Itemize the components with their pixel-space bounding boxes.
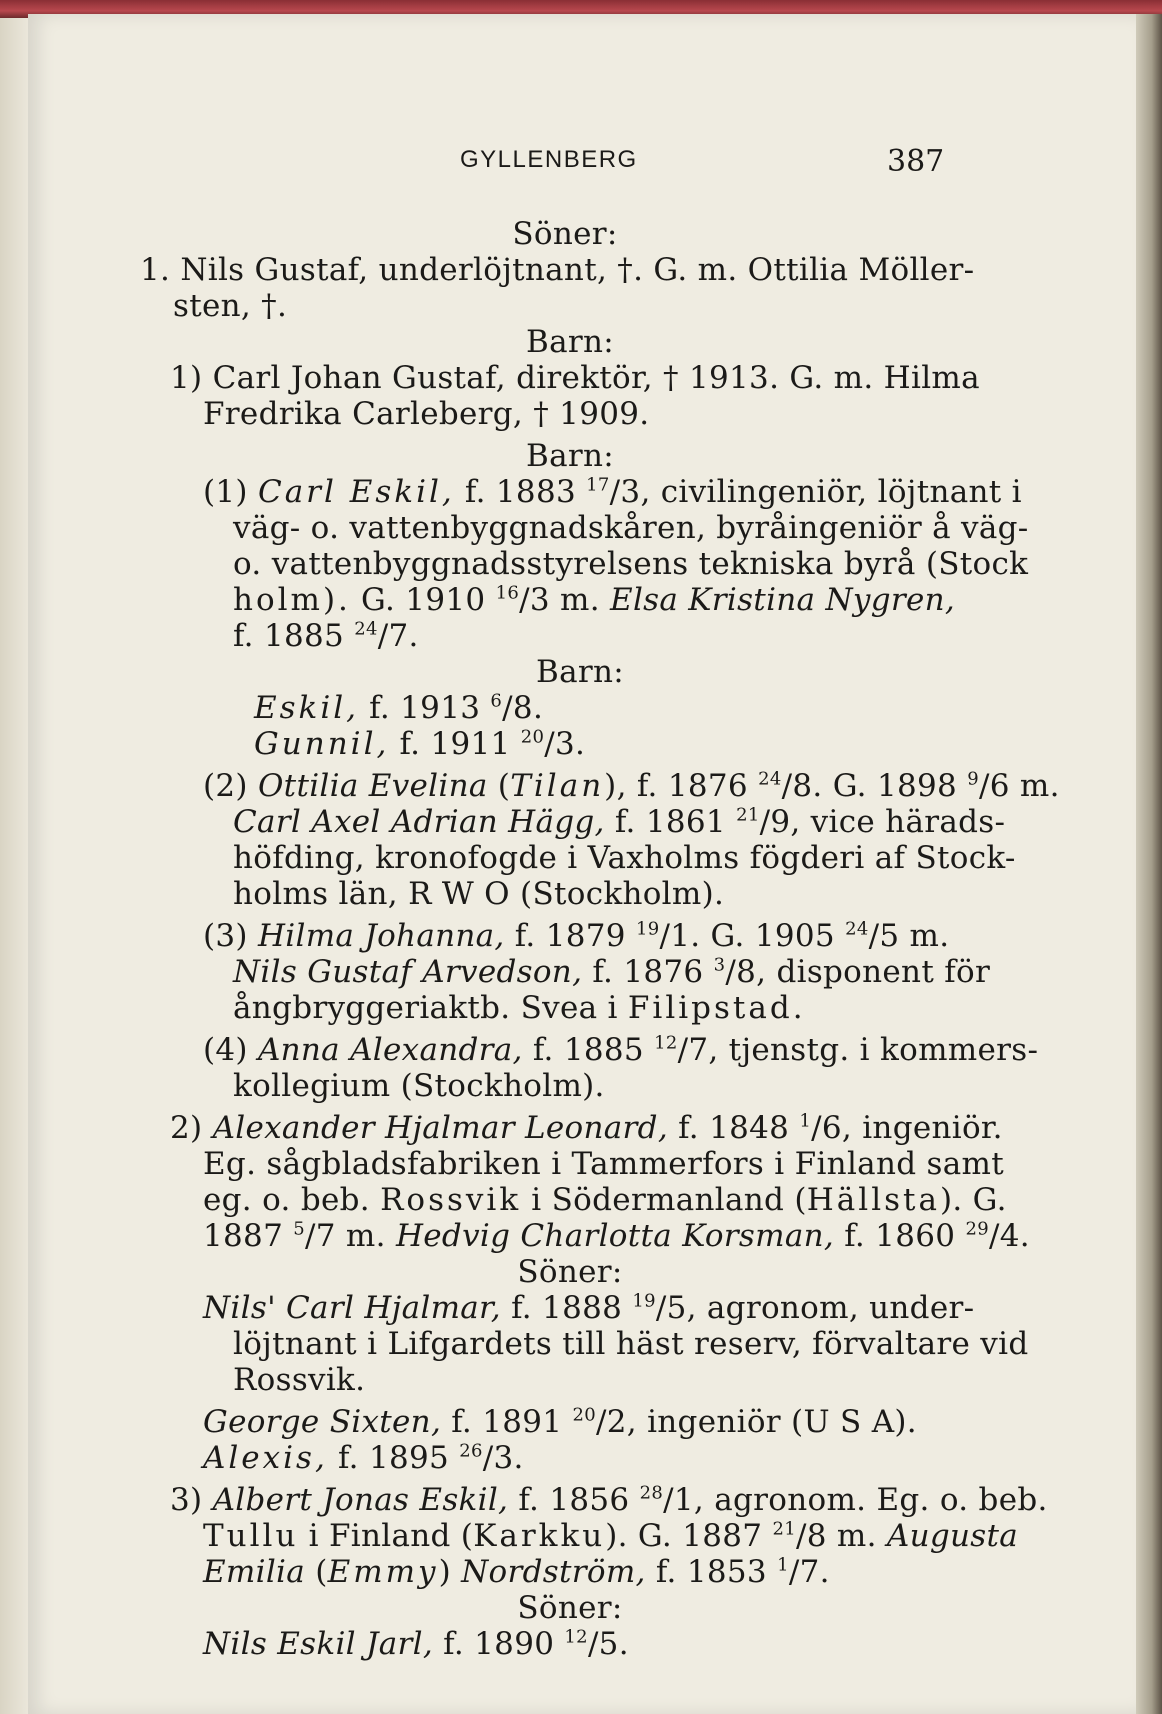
person-name: Eskil, xyxy=(254,690,360,726)
section-heading-barn: Barn: xyxy=(526,324,614,360)
section-heading-barn: Barn: xyxy=(536,654,624,690)
person-name: Emilia xyxy=(203,1554,306,1590)
section-heading-soner: Söner: xyxy=(517,1254,623,1290)
text-line: Nils Gustaf Arvedson, f. 1876 $^3$/8, disponent för xyxy=(233,954,991,990)
section-heading-soner: Söner: xyxy=(512,216,618,252)
text-line: 2) Alexander Hjalmar Leonard, f. 1848 $^1$/6, ingeniör. xyxy=(170,1110,1003,1146)
page-number: 387 xyxy=(887,144,945,179)
person-name: Nils Eskil Jarl, xyxy=(203,1626,434,1662)
running-header-title: GYLLENBERG xyxy=(460,146,638,173)
text-line: o. vattenbyggnadsstyrelsens tekniska byrå (Stock xyxy=(233,546,1029,582)
text-line: Fredrika Carleberg, † 1909. xyxy=(203,396,650,432)
text-line: 1887 $^5$/7 m. Hedvig Charlotta Korsman, f. 1860 $^{29}$/4. xyxy=(203,1218,1030,1254)
text-line: (4) Anna Alexandra, f. 1885 $^{12}$/7, tjenstg. i kommers- xyxy=(203,1032,1039,1068)
text-line: Carl Axel Adrian Hägg, f. 1861 $^{21}$/9, vice härads- xyxy=(233,804,1006,840)
text-line: Alexis, f. 1895 $^{26}$/3. xyxy=(203,1440,524,1476)
place-name: Tullu xyxy=(203,1518,299,1554)
text-line: ångbryggeriaktb. Svea i Filipstad. xyxy=(233,990,806,1026)
text-line: holms län, R W O (Stockholm). xyxy=(233,876,725,912)
text-line: höfding, kronofogde i Vaxholms fögderi af Stock- xyxy=(233,840,1016,876)
text-line: holm). G. 1910 $^{16}$/3 m. Elsa Kristina Nygren, xyxy=(233,582,956,618)
person-name: Ottilia Evelina xyxy=(257,768,488,804)
person-name: Anna Alexandra, xyxy=(257,1032,523,1068)
text-line: sten, †. xyxy=(173,288,288,324)
text-line: löjtnant i Lifgardets till häst reserv, förvaltare vid xyxy=(233,1326,1029,1362)
text-line: väg- o. vattenbyggnadskåren, byråingeniör å väg- xyxy=(233,510,1029,546)
text-line: Eg. sågbladsfabriken i Tammerfors i Finland samt xyxy=(203,1146,1004,1182)
text-line: (1) Carl Eskil, f. 1883 $^{17}$/3, civilingeniör, löjtnant i xyxy=(203,474,1022,510)
section-heading-barn: Barn: xyxy=(526,438,614,474)
book-gutter xyxy=(0,14,30,1714)
text-line: eg. o. beb. Rossvik i Södermanland (Hällsta). G. xyxy=(203,1182,1007,1218)
text-line: f. 1885 $^{24}$/7. xyxy=(233,618,419,654)
text-line: Gunnil, f. 1911 $^{20}$/3. xyxy=(254,726,586,762)
place-name: holm). xyxy=(233,582,351,618)
text-line: Emilia (Emmy) Nordström, f. 1853 $^1$/7. xyxy=(203,1554,830,1590)
text-line: (3) Hilma Johanna, f. 1879 $^{19}$/1. G. 1905 $^{24}$/5 m. xyxy=(203,918,950,954)
person-name: Alexis, xyxy=(203,1440,328,1476)
text-line: (2) Ottilia Evelina (Tilan), f. 1876 $^{24}$/8. G. 1898 $^9$/6 m. xyxy=(203,768,1060,804)
text-line: 3) Albert Jonas Eskil, f. 1856 $^{28}$/1, agronom. Eg. o. beb. xyxy=(170,1482,1048,1518)
text-line: Tullu i Finland (Karkku). G. 1887 $^{21}$/8 m. Augusta xyxy=(203,1518,1019,1554)
text-line: Rossvik. xyxy=(233,1362,366,1398)
text-line: 1) Carl Johan Gustaf, direktör, † 1913. G. m. Hilma xyxy=(170,360,980,396)
person-name: Hedvig Charlotta Korsman, xyxy=(395,1218,835,1254)
text-line: Eskil, f. 1913 $^6$/8. xyxy=(254,690,544,726)
person-name: George Sixten, xyxy=(203,1404,442,1440)
page-edges xyxy=(1136,14,1162,1714)
person-name: Augusta xyxy=(886,1518,1019,1554)
person-name: Gunnil, xyxy=(254,726,390,762)
person-name: Nils Gustaf Arvedson, xyxy=(233,954,583,990)
person-name: Carl Eskil, xyxy=(257,474,455,510)
place-name: Filipstad. xyxy=(627,990,806,1026)
person-name: Nils' Carl Hjalmar, xyxy=(203,1290,501,1326)
place-name: Rossvik xyxy=(380,1182,522,1218)
section-heading-soner: Söner: xyxy=(517,1590,623,1626)
person-name: Alexander Hjalmar Leonard, xyxy=(212,1110,668,1146)
text-line: George Sixten, f. 1891 $^{20}$/2, ingeniör (U S A). xyxy=(203,1404,917,1440)
text-line: kollegium (Stockholm). xyxy=(233,1068,605,1104)
text-line: Nils Eskil Jarl, f. 1890 $^{12}$/5. xyxy=(203,1626,629,1662)
text-line: 1. Nils Gustaf, underlöjtnant, †. G. m. Ottilia Möller- xyxy=(140,252,975,288)
person-name: Albert Jonas Eskil, xyxy=(212,1482,509,1518)
person-name: Elsa Kristina Nygren, xyxy=(610,582,956,618)
person-name: Hilma Johanna, xyxy=(257,918,505,954)
text-line: Nils' Carl Hjalmar, f. 1888 $^{19}$/5, agronom, under- xyxy=(203,1290,975,1326)
person-name: Carl Axel Adrian Hägg, xyxy=(233,804,605,840)
